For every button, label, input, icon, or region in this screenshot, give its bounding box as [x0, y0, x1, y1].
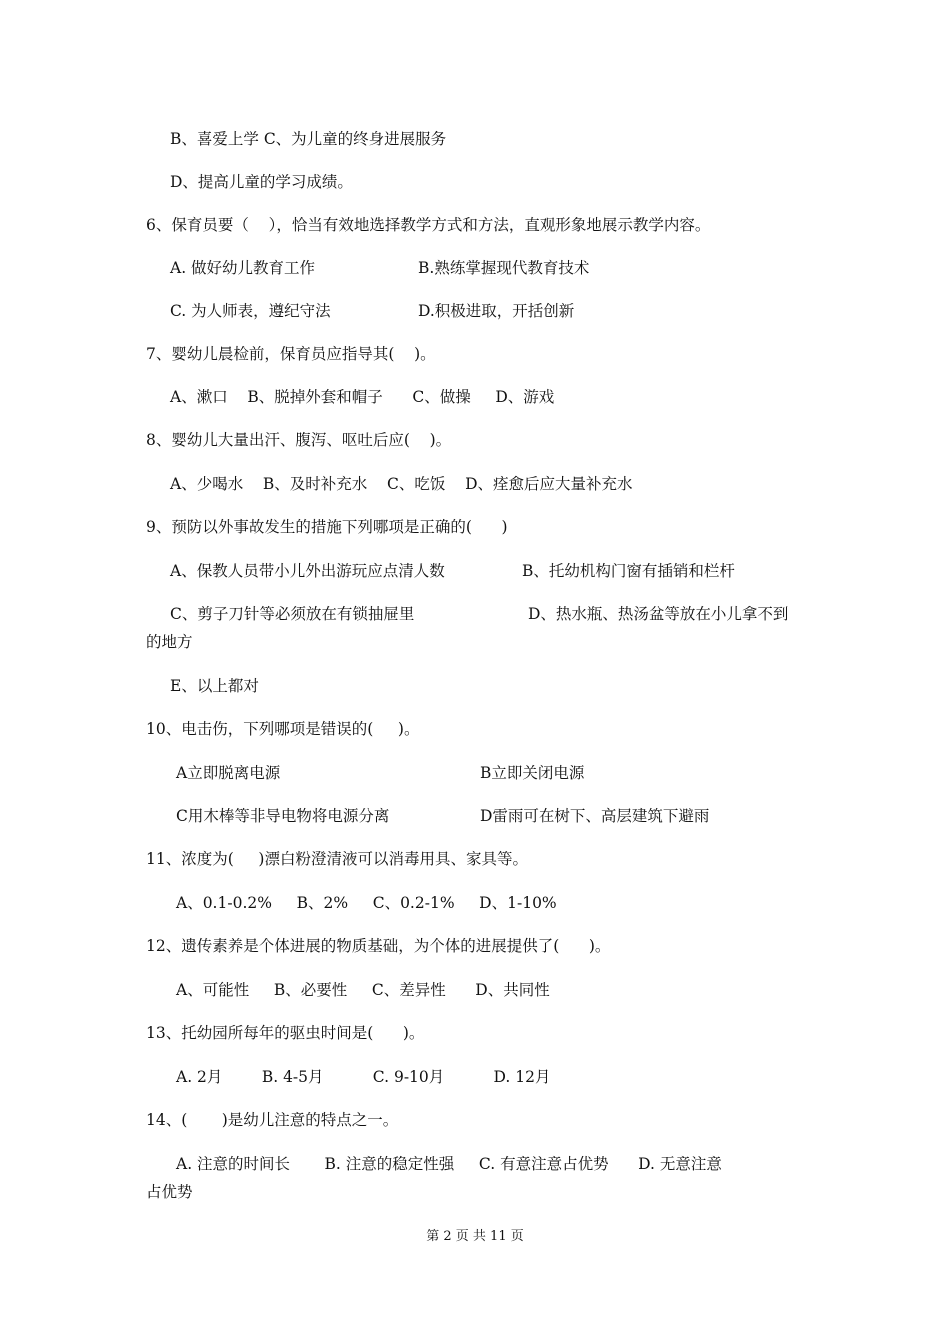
question-6: 6、保育员要（ ），恰当有效地选择教学方式和方法，直观形象地展示教学内容。 — [146, 216, 711, 234]
q9-option-d-continued: 的地方 — [146, 633, 193, 651]
q9-option-d: D、热水瓶、热汤盆等放在小儿拿不到 — [528, 605, 789, 623]
q12-options: A、可能性 B、必要性 C、差异性 D、共同性 — [176, 981, 550, 999]
q14-options: A. 注意的时间长 B. 注意的稳定性强 C. 有意注意占优势 D. 无意注意 — [176, 1155, 722, 1173]
question-14: 14、( )是幼儿注意的特点之一。 — [146, 1111, 399, 1129]
q9-option-e: E、以上都对 — [170, 677, 259, 695]
q6-option-c: C. 为人师表，遵纪守法 — [170, 302, 331, 320]
q10-option-d: D雷雨可在树下、高层建筑下避雨 — [480, 807, 710, 825]
question-7: 7、婴幼儿晨检前，保育员应指导其( )。 — [146, 345, 436, 363]
question-12: 12、遗传素养是个体进展的物质基础，为个体的进展提供了( )。 — [146, 937, 611, 955]
q7-options: A、漱口 B、脱掉外套和帽子 C、做操 D、游戏 — [170, 388, 555, 406]
q10-option-a: A立即脱离电源 — [176, 764, 281, 782]
q6-option-a: A. 做好幼儿教育工作 — [170, 259, 316, 277]
q6-option-d: D.积极进取，开括创新 — [418, 302, 575, 320]
q8-options: A、少喝水 B、及时补充水 C、吃饭 D、痊愈后应大量补充水 — [170, 475, 633, 493]
question-9: 9、预防以外事故发生的措施下列哪项是正确的( ) — [146, 518, 508, 536]
question-8: 8、婴幼儿大量出汗、腹泻、呕吐后应( )。 — [146, 431, 452, 449]
option-line-d: D、提高儿童的学习成绩。 — [170, 173, 353, 191]
q6-option-b: B.熟练掌握现代教育技术 — [418, 259, 590, 277]
q11-options: A、0.1-0.2% B、2% C、0.2-1% D、1-10% — [176, 894, 557, 912]
question-13: 13、托幼园所每年的驱虫时间是( )。 — [146, 1024, 425, 1042]
q9-option-a: A、保教人员带小儿外出游玩应点清人数 — [170, 562, 445, 580]
page-footer: 第 2 页 共 11 页 — [426, 1229, 524, 1244]
question-10: 10、电击伤，下列哪项是错误的( )。 — [146, 720, 420, 738]
option-line-b-c: B、喜爱上学 C、为儿童的终身进展服务 — [170, 130, 447, 148]
q9-option-c: C、剪子刀针等必须放在有锁抽屉里 — [170, 605, 415, 623]
q14-options-continued: 占优势 — [146, 1183, 193, 1201]
q10-option-c: C用木棒等非导电物将电源分离 — [176, 807, 390, 825]
q10-option-b: B立即关闭电源 — [480, 764, 585, 782]
q9-option-b: B、托幼机构门窗有插销和栏杆 — [522, 562, 735, 580]
question-11: 11、浓度为( )漂白粉澄清液可以消毒用具、家具等。 — [146, 850, 528, 868]
q13-options: A. 2月 B. 4-5月 C. 9-10月 D. 12月 — [176, 1068, 551, 1086]
